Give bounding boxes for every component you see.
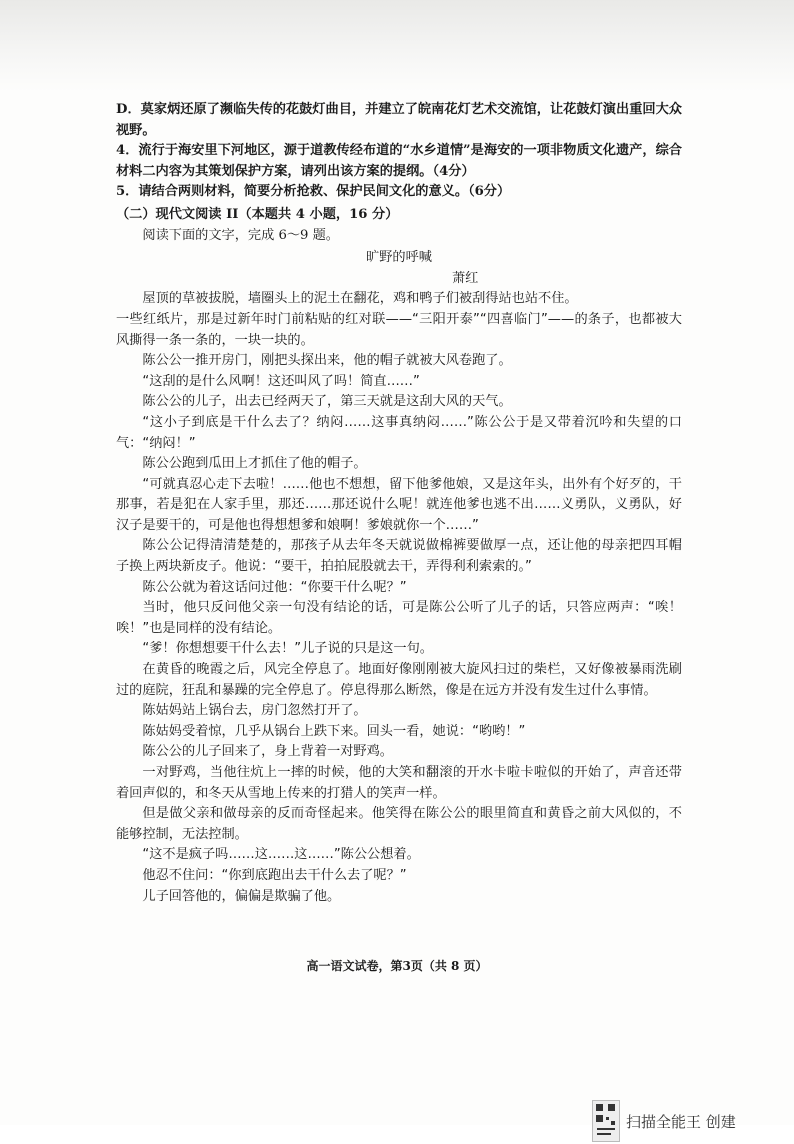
paragraph: 但是做父亲和做母亲的反而奇怪起来。他笑得在陈公公的眼里简直和黄昏之前大风似的，不能够控制，无法控制。 — [116, 806, 682, 842]
paragraph: 陈公公的儿子回来了，身上背着一对野鸡。 — [142, 744, 393, 760]
page-content — [116, 100, 682, 907]
paragraph: “可就真忍心走下去啦！……他也不想想，留下他爹他娘，又是这年头，出外有个好歹的，干那事，若是犯在人家手里，那还……那还说什么呢！就连他爹也逃不出……义勇队，义勇队，好汉子是要干的，可是他也得想想爹和娘啊！爹娘就你一个……” — [116, 476, 682, 533]
option-d: D．莫家炳还原了濒临失传的花鼓灯曲目，并建立了皖南花灯艺术交流馆，让花鼓灯演出重回大众视野。 — [116, 102, 682, 138]
qr-code-icon — [592, 1100, 620, 1142]
paragraph: 屋顶的草被拔脱，墙圈头上的泥土在翻花，鸡和鸭子们被刮得站也站不住。 — [142, 291, 578, 307]
paragraph: 陈公公记得清清楚楚的，那孩子从去年冬天就说做棉裤要做厚一点，还让他的母亲把四耳帽子换上两块新皮子。他说：“要干，拍拍屁股就去干，弄得利利索索的。” — [116, 538, 682, 575]
question-5: 5．请结合两则材料，简要分析抢救、保护民间文化的意义。（6分） — [116, 184, 511, 200]
section-header: （二）现代文阅读 II（本题共 4 小题，16 分） — [116, 206, 399, 222]
paragraph: 在黄昏的晚霞之后，风完全停息了。地面好像刚刚被大旋风扫过的柴栏，又好像被暴雨洗刷过的庭院，狂乱和暴躁的完全停息了。停息得那么断然，像是在远方并没有发生过什么事情。 — [116, 662, 682, 698]
paragraph: 陈姑妈站上锅台去，房门忽然打开了。 — [142, 703, 367, 719]
scan-shadow — [0, 0, 794, 92]
paragraph: 一些红纸片，那是过新年时门前粘贴的红对联——“三阳开泰”“四喜临门”——的条子，也都被大风撕得一条一条的，一块一块的。 — [116, 311, 682, 348]
watermark-text: 扫描全能王 创建 — [626, 1112, 736, 1131]
article-title: 旷野的呼喊 — [366, 250, 432, 266]
paragraph: 当时，他只反问他父亲一句没有结论的话，可是陈公公听了儿子的话，只答应两声：“唉！唉！”也是同样的没有结论。 — [116, 600, 682, 636]
paragraph: “这小子到底是干什么去了？纳闷……这事真纳闷……”陈公公于是又带着沉吟和失望的口气：“纳闷！” — [116, 414, 682, 451]
paragraph: 他忍不住问：“你到底跑出去干什么去了呢？” — [142, 867, 407, 883]
paragraph: 一对野鸡，当他往炕上一摔的时候，他的大笑和翻滚的开水卡啦卡啦似的开始了，声音还带着回声似的，和冬天从雪地上传来的打猎人的笑声一样。 — [116, 765, 682, 801]
paragraph: “这刮的是什么风啊！这还叫风了吗！简直……” — [142, 373, 420, 389]
page-footer: 高一语文试卷，第3页（共 8 页） — [306, 959, 488, 973]
paragraph: 陈公公一推开房门，刚把头探出来，他的帽子就被大风卷跑了。 — [142, 353, 512, 369]
paragraph: “这不是疯子吗……这……这……”陈公公想着。 — [142, 847, 420, 863]
section-instruction: 阅读下面的文字，完成 6～9 题。 — [142, 227, 339, 243]
paragraph: “爹！你想想要干什么去！”儿子说的只是这一句。 — [142, 641, 433, 657]
paragraph: 陈公公的儿子，出去已经两天了，第三天就是这刮大风的天气。 — [142, 394, 512, 410]
article-author: 萧红 — [452, 270, 479, 286]
paragraph: 陈公公就为着这话问过他：“你要干什么呢？” — [142, 579, 407, 595]
paragraph: 陈公公跑到瓜田上才抓住了他的帽子。 — [142, 456, 367, 472]
paragraph: 儿子回答他的，偏偏是欺骗了他。 — [142, 888, 341, 904]
scanner-watermark — [592, 1098, 792, 1144]
question-4: 4．流行于海安里下河地区，源于道教传经布道的“水乡道情”是海安的一项非物质文化遗产，综合材料二内容为其策划保护方案，请列出该方案的提纲。（4分） — [116, 143, 682, 179]
paragraph: 陈姑妈受着惊，几乎从锅台上跌下来。回头一看，她说：“哟哟！” — [142, 723, 526, 739]
